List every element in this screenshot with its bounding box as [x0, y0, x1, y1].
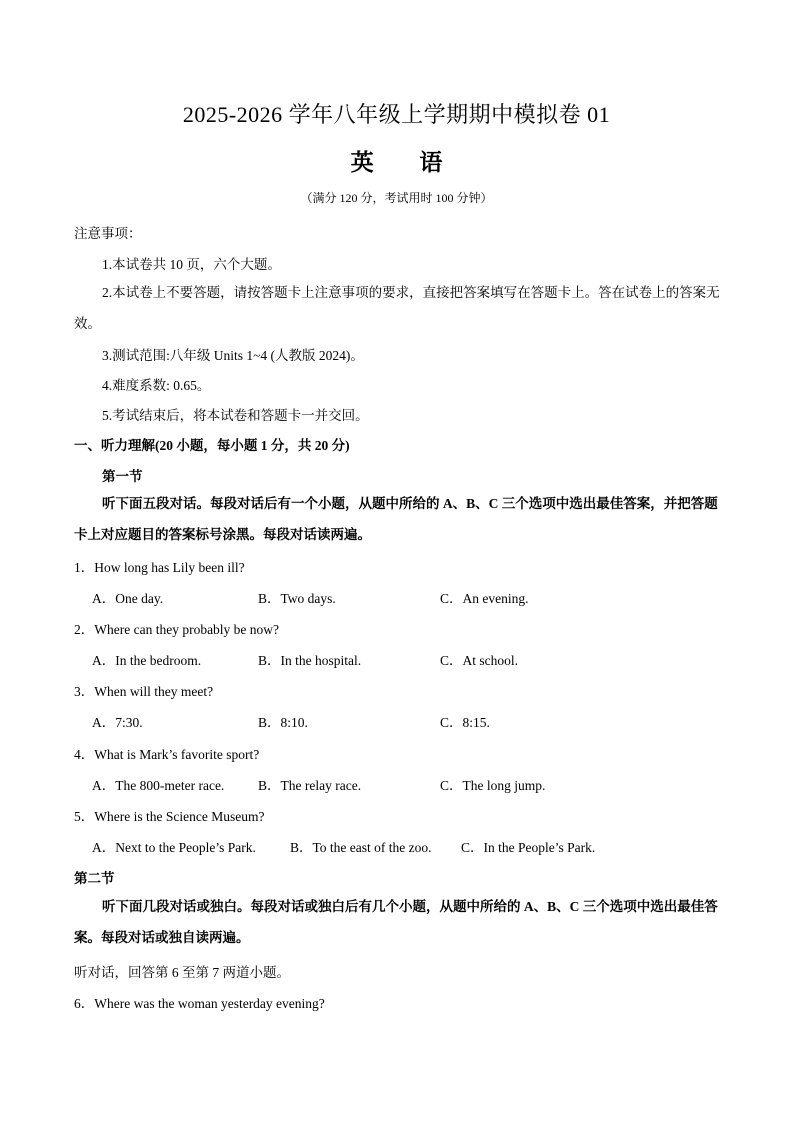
note-item: 4.难度系数: 0.65。	[102, 378, 211, 393]
note-item: 3.测试范围:八年级 Units 1~4 (人教版 2024)。	[102, 348, 364, 363]
notes-heading: 注意事项：	[74, 226, 142, 241]
question-stem: 3．When will they meet?	[74, 684, 214, 699]
option-a: A．One day.	[92, 591, 164, 606]
option-c: C．The long jump.	[440, 778, 546, 793]
option-b: B．In the hospital.	[258, 653, 362, 668]
option-c: C．8:15.	[440, 715, 490, 730]
option-b: B．To the east of the zoo.	[290, 840, 432, 855]
note-item: 5.考试结束后，将本试卷和答题卡一并交回。	[102, 408, 369, 423]
sub-instruction: 听对话，回答第 6 至第 7 两道小题。	[74, 965, 290, 980]
part-instruction: 听下面五段对话。每段对话后有一个小题，从题中所给的 A、B、C 三个选项中选出最佳答案，并把答题卡上对应题目的答案标号涂黑。每段对话读两遍。	[74, 496, 718, 542]
section-heading: 一、听力理解(20 小题，每小题 1 分，共 20 分)	[74, 438, 350, 453]
question-stem: 1．How long has Lily been ill?	[74, 560, 245, 575]
exam-info: （满分 120 分，考试用时 100 分钟）	[300, 191, 493, 205]
question-stem: 5．Where is the Science Museum?	[74, 809, 265, 824]
option-a: A．7:30.	[92, 715, 143, 730]
option-c: C．At school.	[440, 653, 519, 668]
option-c: C．In the People’s Park.	[461, 840, 596, 855]
option-b: B．Two days.	[258, 591, 336, 606]
part-label: 第一节	[102, 469, 143, 484]
option-a: A．In the bedroom.	[92, 653, 202, 668]
option-a: A．Next to the People’s Park.	[92, 840, 256, 855]
option-b: B．8:10.	[258, 715, 308, 730]
option-c: C．An evening.	[440, 591, 529, 606]
exam-title: 2025-2026 学年八年级上学期期中模拟卷 01	[182, 102, 611, 127]
question-stem: 4．What is Mark’s favorite sport?	[74, 747, 260, 762]
note-item: 2.本试卷上不要答题，请按答题卡上注意事项的要求，直接把答案填写在答题卡上。答在试卷上的答案无效。	[74, 285, 720, 331]
note-item: 1.本试卷共 10 页，六个大题。	[102, 257, 281, 272]
option-b: B．The relay race.	[258, 778, 362, 793]
part-label: 第二节	[74, 871, 115, 886]
question-stem: 2．Where can they probably be now?	[74, 622, 280, 637]
question-stem: 6．Where was the woman yesterday evening?	[74, 996, 325, 1011]
option-a: A．The 800-meter race.	[92, 778, 225, 793]
part-instruction: 听下面几段对话或独白。每段对话或独白后有几个小题，从题中所给的 A、B、C 三个选项中选出最佳答案。每段对话或独自读两遍。	[74, 899, 718, 945]
subject-title: 英 语	[350, 150, 463, 175]
